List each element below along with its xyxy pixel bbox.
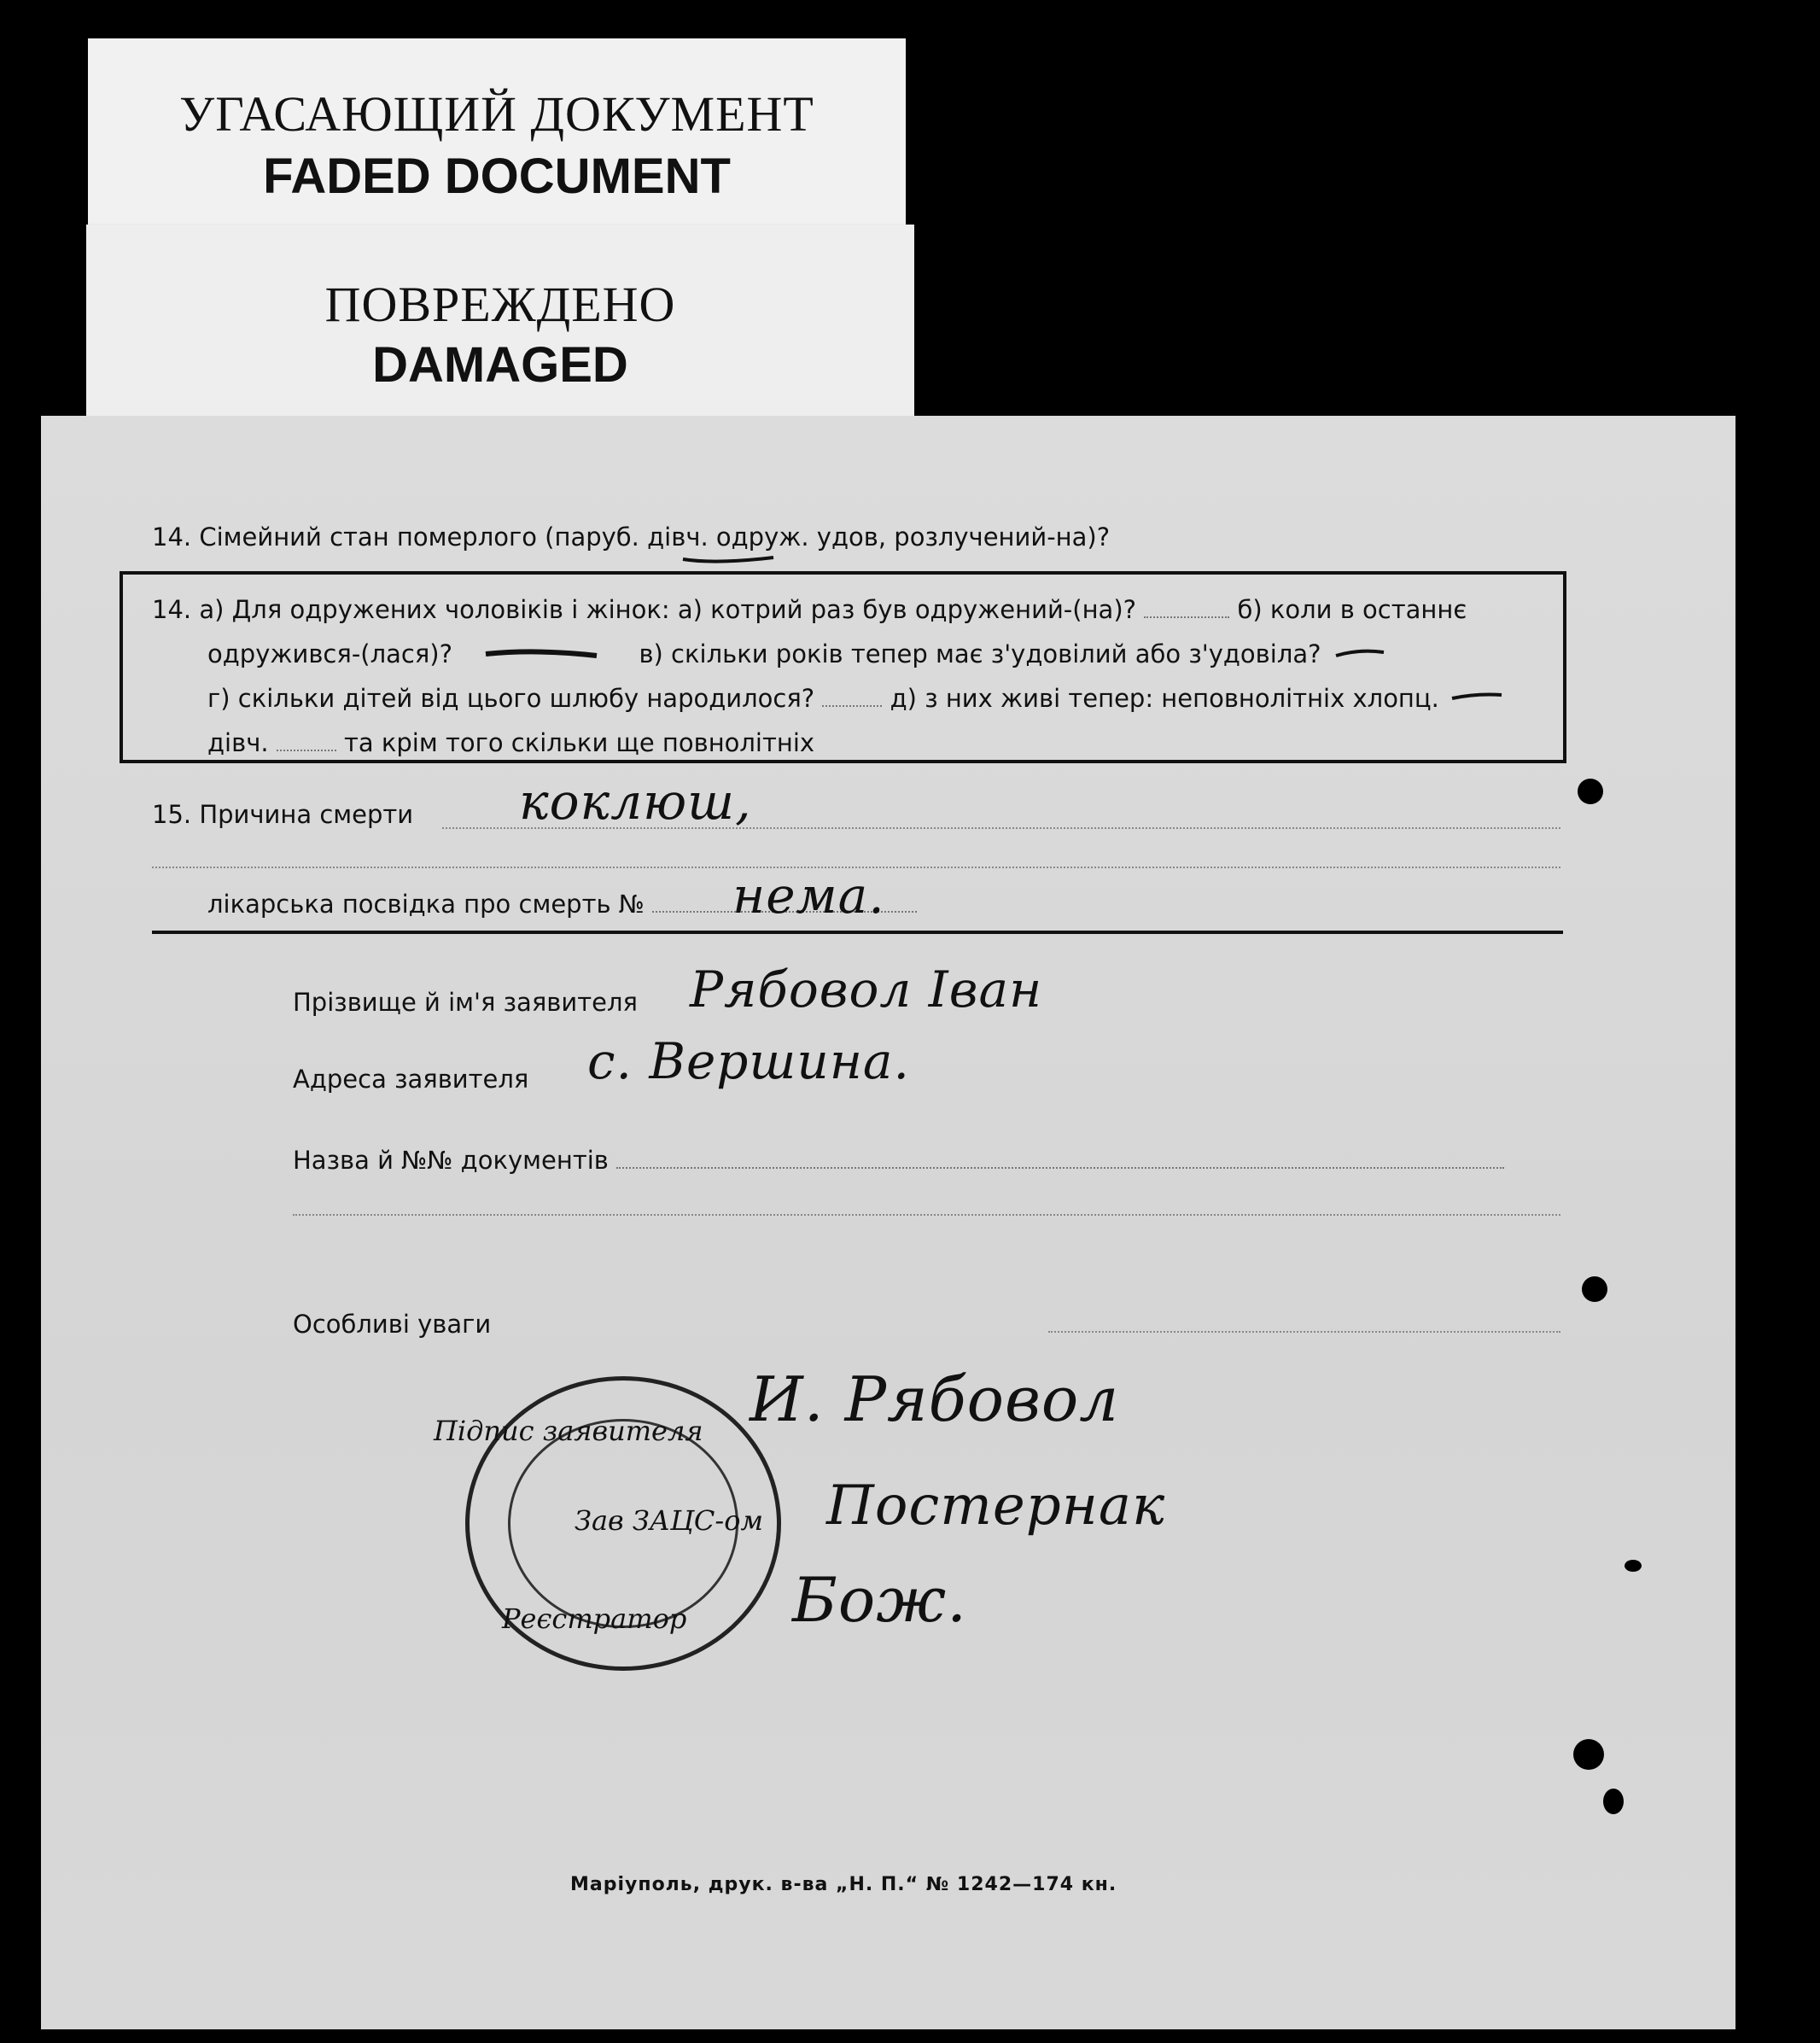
dotted-field — [277, 731, 336, 751]
row-14a-line1: 14. а) Для одружених чоловіків і жінок: а) котрий раз був одружений-(на)? — [152, 595, 1137, 624]
zags-head-label: Зав ЗАЦС-ом — [575, 1504, 763, 1537]
zags-head-signature: Постернак — [826, 1474, 1166, 1538]
applicant-signature: И. Рябовол — [750, 1363, 1120, 1435]
row-14a-line4b: та крім того скільки ще повнолітніх — [344, 728, 815, 757]
row-14-marital-status: 14. Сімейний стан померлого (паруб. дівч. одруж. удов, розлучений-на)? — [152, 522, 1111, 552]
dotted-field — [1144, 598, 1229, 618]
row-15-cause-label: 15. Причина смерти — [152, 800, 414, 829]
punch-hole — [1582, 1276, 1607, 1302]
row-14a-line3b: д) з них живі тепер: неповнолітніх хлопц. — [890, 684, 1439, 713]
punch-hole — [1573, 1739, 1604, 1770]
damaged-document-label — [86, 225, 914, 421]
registrar-label: Реєстратор — [502, 1602, 687, 1635]
damaged-label-ru: ПОВРЕЖДЕНО — [324, 277, 676, 332]
certificate-handwritten: нема. — [732, 867, 885, 925]
punch-hole — [1578, 779, 1603, 804]
row-14a-line4a: дівч. — [207, 728, 269, 757]
dotted-field — [616, 1148, 1504, 1169]
dotted-line — [293, 1214, 1560, 1216]
dotted-field — [822, 686, 882, 707]
row-14a-line1b: б) коли в останнє — [1237, 595, 1467, 624]
remarks-label: Особливі уваги — [293, 1310, 492, 1339]
registrar-signature: Бож. — [792, 1564, 967, 1636]
dash-field — [460, 639, 631, 668]
printer-imprint: Маріуполь, друк. в-ва „Н. П.“ № 1242—174 кн. — [570, 1874, 1117, 1895]
cause-of-death-handwritten: коклюш, — [519, 773, 752, 831]
punch-hole — [1625, 1560, 1642, 1572]
documents-label: Назва й №№ документів — [293, 1146, 609, 1175]
row-14a-line2a: одружився-(лася)? — [207, 639, 452, 668]
row-14a-line3a: г) скільки дітей від цього шлюбу народилося? — [207, 684, 815, 713]
row-14a-line2b: в) скільки років тепер має з'удовілий або з'удовіла? — [639, 639, 1321, 668]
faded-label-ru: УГАСАЮЩИЙ ДОКУМЕНТ — [179, 86, 814, 142]
applicant-name-label: Прізвище й ім'я заявителя — [293, 988, 638, 1017]
faded-label-en: FADED DOCUMENT — [263, 149, 731, 204]
dotted-line — [442, 827, 1560, 829]
applicant-address-handwritten: с. Вершина. — [587, 1032, 910, 1090]
underline-mark — [681, 552, 775, 564]
death-record-sheet — [41, 416, 1735, 2029]
dotted-line — [1048, 1331, 1560, 1333]
damaged-label-en: DAMAGED — [372, 337, 628, 393]
applicant-signature-label: Підпис заявителя — [434, 1415, 703, 1447]
applicant-name-handwritten: Рябовол Іван — [690, 960, 1043, 1019]
applicant-address-label: Адреса заявителя — [293, 1065, 529, 1094]
certificate-label: лікарська посвідка про смерть № — [207, 890, 645, 919]
separator-rule — [152, 931, 1563, 934]
punch-hole — [1603, 1789, 1624, 1814]
